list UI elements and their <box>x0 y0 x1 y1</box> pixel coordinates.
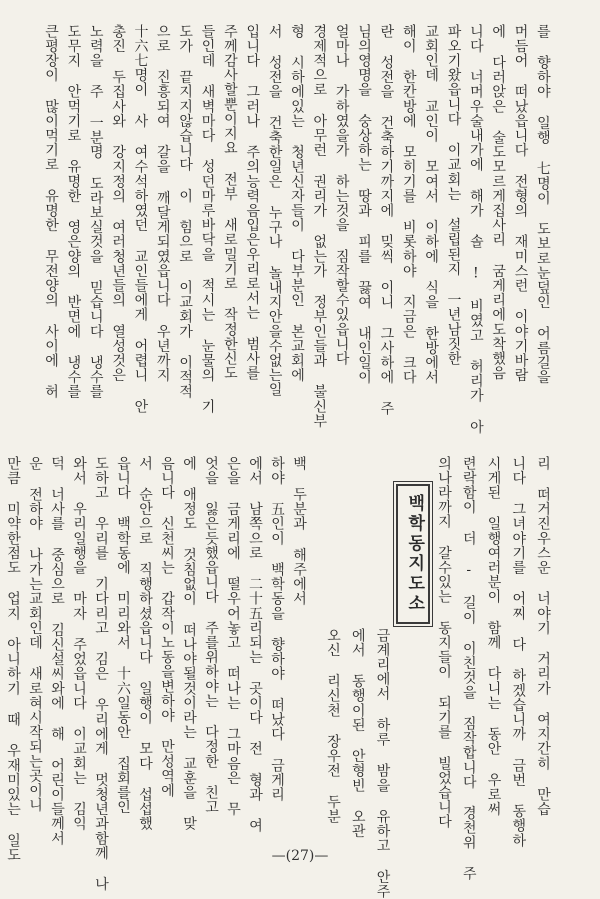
section-title-wrap <box>396 456 430 848</box>
text-column: 를 향하야 일행 七명이 도보로눈덮인 어름길을 <box>534 24 551 385</box>
text-column: 으로 진흥되여 갈을 깨달게되였읍니다 우년까지 <box>154 24 171 383</box>
text-column: 도무지 안먹기로 유명한 영은양의 반면에 냉수를 <box>65 24 82 399</box>
text-column: 음니다 신천씨는 갑작이노동을변하야 만성역에 <box>159 456 175 798</box>
text-column: 와서 우리일행을 마자 주었읍니다 이교회는 김익 <box>71 456 87 831</box>
text-column: 니다 너머우술내가에 해가 솔 ! 비였고 허리가 아 <box>467 24 484 435</box>
text-column: 총진 두집사와 강지정의 여러청년들의 열성것은 <box>110 24 127 383</box>
text-column: 해이 한칸방에 모히기를 비롯하야 지금은 크다 <box>400 24 417 385</box>
text-column: 만큼 미약한점도 업지 아니하기 때 우재미있는 일도 <box>5 456 21 863</box>
text-column: 시게된 일행여러분이 함께 다니는 동안 우로써 <box>485 456 502 817</box>
text-column: 금계리에서 하루 밤을 유하고 안주 <box>374 628 391 899</box>
text-column: 덕 너사를 중심으로 김신설씨와에 해 어린이들께서 <box>49 456 65 846</box>
text-column: 노력을 주 一분명 도라보실것을 믿습니다 냉수를 <box>87 24 104 399</box>
text-column: 큰평장이 많이먹기로 유명한 무전양의 사이에 허 <box>43 24 59 399</box>
text-column: 도가 끝지지않습니다 이 힘으로 이교회가 이적적 <box>177 24 194 399</box>
text-column: 서 순안으로 직행하셨읍니다 일행이 모다 섭섭했 <box>137 456 153 831</box>
text-column: 운 전하야 나가는교회인데 새로혀시작되는곳이니 <box>27 456 43 813</box>
text-column: 에서 남쪽으로 二十五리되는 곳이다 전 형과 여 <box>247 456 263 833</box>
text-column: 니다 그녀야기를 어찌 다 하겠습니까 금번 동행하 <box>510 456 527 848</box>
text-column: 리 떠거진우스운 너야기 거리가 여지간히 만습 <box>535 456 551 817</box>
text-column: 에서 동행이된 안형빈 오관 <box>349 628 366 839</box>
bottom-right-text-block <box>322 456 554 899</box>
text-column: 十六七명이 사 여수석하였던 교인들에게 어렵니 안 <box>132 24 149 414</box>
text-column: 의나라까지 갈수있는 동지들이 되기를 빌었습니다 <box>436 456 452 829</box>
text-column: 도하고 우리를 기다리고 김은 우리에게 멋청년과함께 나 <box>93 456 109 892</box>
text-column: 읍니다 백학동에 미리와서 十六일동안 집회를인 <box>115 456 131 815</box>
text-column: 님의영명을 숭상하는 땅과 피를 끓여 내인일이 <box>356 24 373 385</box>
top-text-block <box>40 24 554 450</box>
text-column: 경제적으로 아무런 권리가 없는가 정부인들과 불신부 <box>311 24 328 429</box>
text-column: 엇을 잃은듯했읍니다 주를위하야는 다정한 친고 <box>203 456 219 815</box>
text-column: 입니다 그러나 주의능력음입은우리로서는 범사를 <box>244 24 261 381</box>
text-column: 련락함이 더 - 길이 이친것을 짐작합니다 경천위 주 <box>460 456 477 881</box>
text-column: 머듬어 떠났읍니다 전형의 재미스런 이야기바람 <box>512 24 529 383</box>
text-column: 들인데 새벽마다 성던마루바닥을 적시는 눈물의 기 <box>199 24 216 414</box>
text-column: 에 애정도 것침없이 떠나야될것이라는 교훈을 맞 <box>181 456 197 831</box>
text-column: 파오기왔읍니다 이교회는 설립된지 一년남짓한 <box>445 24 462 366</box>
text-column: 얼마나 가하였을가 하는것을 짐작할수있읍니다 <box>333 24 350 366</box>
text-column: 은을 금게리에 떨우어놓고 떠나는 그마음은 무 <box>225 456 241 817</box>
page-number: —(27)— <box>271 848 329 864</box>
text-column: 에 다러앉은 술도모르게집사리 굼게리에도착했음 <box>490 24 507 381</box>
section-title: 백학동지도소 <box>396 484 430 624</box>
text-column: 서 성전을 건축한일은 누구나 놀내지안을수없는일 <box>266 24 283 397</box>
text-column: 주께감사할뿐이지요 전부 새로밀기로 작정한신도 <box>221 24 238 381</box>
text-column: 교회인데 교인이 모여서 이하에 식을 한방에서 <box>423 24 440 385</box>
text-column: 오신 리신천 장우전 두분 <box>325 628 341 824</box>
text-column: 백 두분과 해주에서 <box>291 456 307 606</box>
text-column: 형 시하에있는 청년신자들이 다부분인 본교회에 <box>288 24 305 383</box>
text-column: 란 성전을 건축하기까지에 밎씩 이니 그사하에 주 <box>378 24 395 416</box>
text-column: 하야 五인이 백학동을 향하야 떠났다 금게리 <box>269 456 285 802</box>
